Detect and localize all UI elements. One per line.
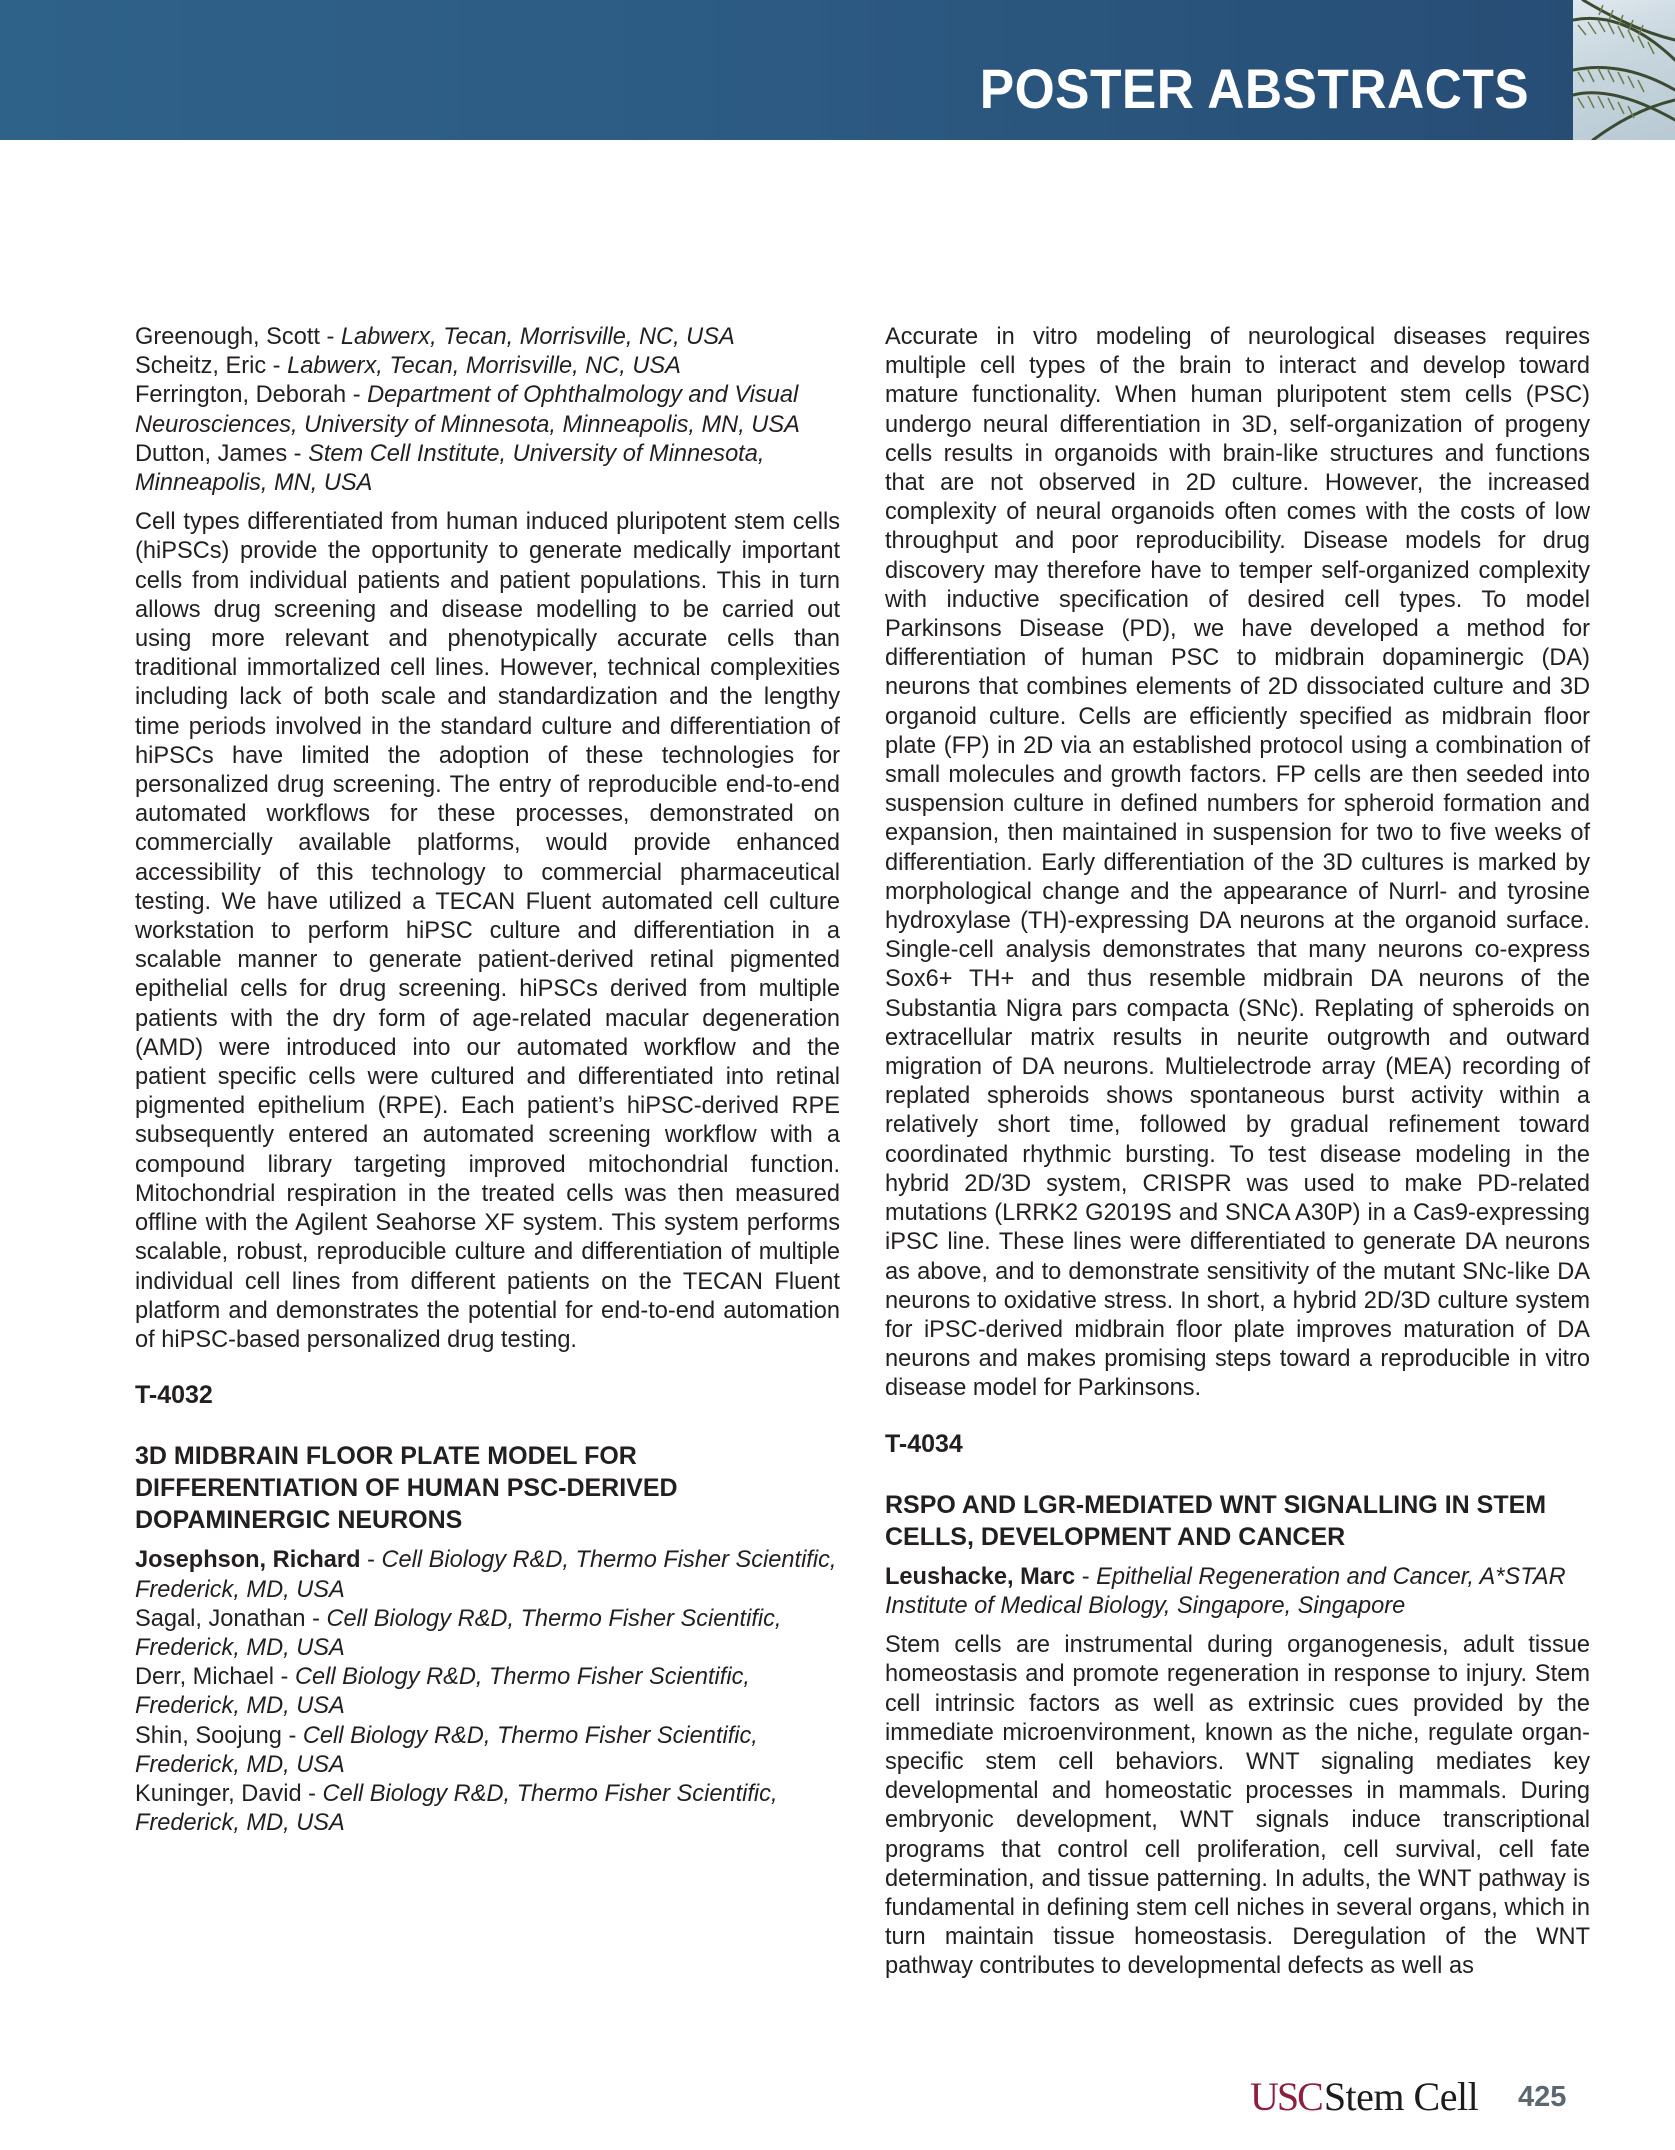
palm-fronds-icon	[1573, 0, 1675, 140]
author-name: Scheitz, Eric	[135, 353, 267, 380]
author-affiliation: Cell Biology R&D, Thermo Fisher Scientific, Frederick, MD, USA	[135, 1547, 837, 1603]
author-separator: -	[266, 353, 288, 380]
author-name: Greenough, Scott	[135, 324, 320, 350]
author-name: Dutton, James	[135, 440, 288, 467]
author-separator: -	[305, 1605, 327, 1632]
page-footer	[1250, 2073, 1567, 2120]
author-separator: -	[281, 1722, 303, 1749]
left-column	[135, 323, 840, 1848]
author-entry	[135, 1722, 840, 1780]
author-entry	[135, 440, 840, 498]
author-separator: -	[1075, 1563, 1097, 1590]
abstract-id: T-4032	[135, 1381, 213, 1410]
continued-author-list	[135, 323, 840, 498]
abstract-title: 3D MIDBRAIN FLOOR PLATE MODEL FOR DIFFERENTIATION OF HUMAN PSC-DERIVED DOPAMINERGIC NEURONS	[135, 1442, 678, 1535]
author-entry	[135, 381, 840, 439]
author-affiliation: Cell Biology R&D, Thermo Fisher Scientific, Frederick, MD, USA	[135, 1664, 750, 1720]
section-title: POSTER ABSTRACTS	[979, 57, 1529, 120]
author-name: Kuninger, David	[135, 1780, 302, 1807]
author-entry	[135, 1780, 840, 1838]
author-separator: -	[360, 1547, 382, 1574]
author-separator: -	[273, 1664, 295, 1691]
author-list	[885, 1563, 1590, 1621]
author-name: Sagal, Jonathan	[135, 1605, 306, 1632]
abstract-body: Stem cells are instrumental during organogenesis, adult tissue homeostasis and promote regeneration in response to injury. Stem cell intrinsic factors as well as extrinsic cues provided by the immediate microenvironment, known as the niche, regulate organ-specific stem cell behaviors. WNT signaling mediates key developmental and homeostatic processes in mammals. During embryonic development, WNT signals induce transcriptional programs that control cell proliferation, cell survival, cell fate determination, and tissue patterning. In adults, the WNT pathway is fundamental in defining stem cell niches in several organs, which in turn maintain tissue homeostasis. Deregulation of the WNT pathway contributes to developmental defects as well as	[885, 1632, 1590, 1980]
author-affiliation: Labwerx, Tecan, Morrisville, NC, USA	[287, 353, 681, 380]
author-affiliation: Epithelial Regeneration and Cancer, A*STAR Institute of Medical Biology, Singapore, Singapore	[885, 1563, 1566, 1619]
author-separator: -	[346, 382, 368, 409]
page-number: 425	[1518, 2081, 1567, 2113]
author-separator: -	[301, 1780, 323, 1807]
author-list	[135, 1546, 840, 1838]
right-column	[885, 323, 1590, 1982]
abstract-body: Accurate in vitro modeling of neurological diseases requires multiple cell types of the brain to interact and develop toward mature functionality. When human pluripotent stem cells (PSC) undergo neural differentiation in 3D, self-organization of progeny cells results in organoids with brain-like structures and functions that are not observed in 2D culture. However, the increased complexity of neural organoids often comes with the costs of low throughput and poor reproducibility. Disease models for drug discovery may therefore have to temper self-organized complexity with inductive specification of desired cell types. To model Parkinsons Disease (PD), we have developed a method for differentiation of human PSC to midbrain dopaminergic (DA) neurons that combines elements of 2D dissociated culture and 3D organoid culture. Cells are efficiently specified as midbrain floor plate (FP) in 2D via an established protocol using a combination of small molecules and growth factors. FP cells are then seeded into suspension culture in defined numbers for spheroid formation and expansion, then maintained in suspension for two to five weeks of differentiation. Early differentiation of the 3D cultures is marked by morphological change and the appearance of Nurrl- and tyrosine hydroxylase (TH)-expressing DA neurons at the organoid surface. Single-cell analysis demonstrates that many neurons co-express Sox6+ TH+ and thus resemble midbrain DA neurons of the Substantia Nigra pars compacta (SNc). Replating of spheroids on extracellular matrix results in neurite outgrowth and outward migration of DA neurons. Multielectrode array (MEA) recording of replated spheroids shows spontaneous burst activity within a relatively short time, followed by gradual refinement toward coordinated rhythmic bursting. To test disease modeling in the hybrid 2D/3D system, CRISPR was used to make PD-related mutations (LRRK2 G2019S and SNCA A30P) in a Cas9-expressing iPSC line. These lines were differentiated to generate DA neurons as above, and to demonstrate sensitivity of the mutant SNc-like DA neurons to oxidative stress. In short, a hybrid 2D/3D culture system for iPSC-derived midbrain floor plate improves maturation of DA neurons and makes promising steps toward a reproducible in vitro disease model for Parkinsons.	[885, 324, 1590, 1402]
author-name: Shin, Soojung	[135, 1722, 282, 1749]
presenting-author-name: Leushacke, Marc	[885, 1563, 1076, 1590]
section-header-band	[0, 0, 1573, 140]
presenting-author-entry	[135, 1546, 840, 1604]
author-affiliation: Cell Biology R&D, Thermo Fisher Scientific, Frederick, MD, USA	[135, 1722, 758, 1778]
author-separator: -	[319, 324, 341, 350]
author-entry	[135, 1663, 840, 1721]
author-entry	[135, 1605, 840, 1663]
abstract-body: Cell types differentiated from human induced pluripotent stem cells (hiPSCs) provide the opportunity to generate medically important cells from individual patients and patient populations. This in turn allows drug screening and disease modelling to be carried out using more relevant and phenotypically accurate cells than traditional immortalized cell lines. However, technical complexities including lack of both scale and standardization and the lengthy time periods involved in the standard culture and differentiation of hiPSCs have limited the adoption of these technologies for personalized drug screening. The entry of reproducible end-to-end automated workflows for these processes, demonstrated on commercially available platforms, would provide enhanced accessibility of this technology to commercial pharmaceutical testing. We have utilized a TECAN Fluent automated cell culture workstation to perform hiPSC culture and differentiation in a scalable manner to generate patient-derived retinal pigmented epithelial cells for drug screening. hiPSCs derived from multiple patients with the dry form of age-related macular degeneration (AMD) were introduced into our automated workflow and the patient specific cells were cultured and differentiated into retinal pigmented epithelium (RPE). Each patient’s hiPSC-derived RPE subsequently entered an automated screening workflow with a compound library targeting improved mitochondrial function. Mitochondrial respiration in the treated cells was then measured offline with the Agilent Seahorse XF system. This system performs scalable, robust, reproducible culture and differentiation of multiple individual cell lines from different patients on the TECAN Fluent platform and demonstrates the potential for end-to-end automation of hiPSC-based personalized drug testing.	[135, 509, 840, 1353]
author-affiliation: Cell Biology R&D, Thermo Fisher Scientific, Frederick, MD, USA	[135, 1605, 782, 1661]
stem-cell-logo-text: Stem Cell	[1323, 2074, 1479, 2119]
presenting-author-name: Josephson, Richard	[135, 1547, 361, 1574]
author-name: Derr, Michael	[135, 1664, 274, 1691]
author-separator: -	[287, 440, 309, 467]
author-entry	[135, 323, 840, 352]
author-affiliation: Stem Cell Institute, University of Minnesota, Minneapolis, MN, USA	[135, 440, 765, 497]
presenting-author-entry	[885, 1563, 1590, 1621]
author-affiliation: Cell Biology R&D, Thermo Fisher Scientific, Frederick, MD, USA	[135, 1780, 778, 1837]
author-affiliation: Labwerx, Tecan, Morrisville, NC, USA	[340, 324, 735, 350]
author-name: Ferrington, Deborah	[135, 382, 347, 409]
author-entry	[135, 352, 840, 381]
abstract-id: T-4034	[885, 1429, 963, 1458]
usc-logo-mark: USC	[1250, 2074, 1322, 2119]
palm-tree-photo	[1573, 0, 1675, 140]
abstract-title: RSPO AND LGR-MEDIATED WNT SIGNALLING IN STEM CELLS, DEVELOPMENT AND CANCER	[885, 1490, 1547, 1551]
author-affiliation: Department of Ophthalmology and Visual Neurosciences, University of Minnesota, Minneapolis, MN, USA	[135, 382, 800, 438]
